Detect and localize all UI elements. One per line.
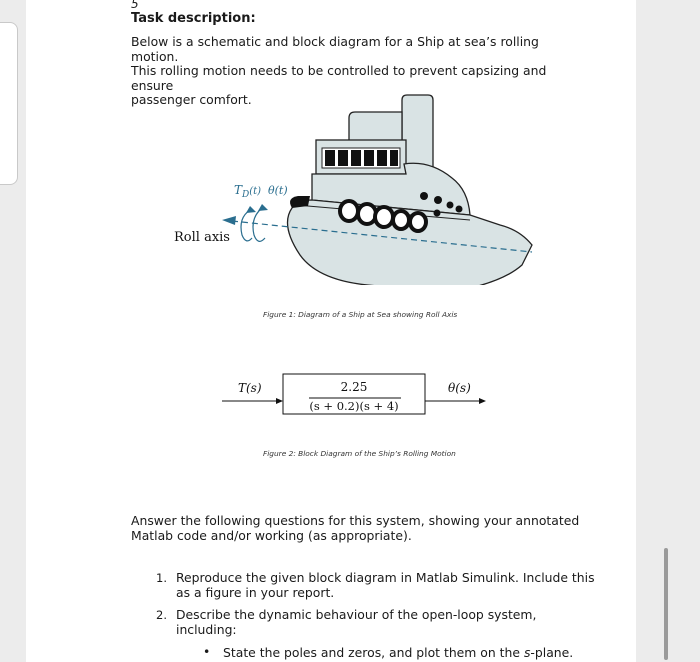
bullet-item [203, 644, 574, 660]
question-item [156, 608, 596, 637]
figure2-caption: Figure 2: Block Diagram of the Ship’s Rolling Motion [263, 449, 456, 458]
torque-arc [241, 210, 252, 241]
torque-arrow-icon [246, 206, 256, 213]
window-strip [322, 148, 400, 168]
question-item [156, 571, 596, 600]
angle-arrow-icon [258, 204, 268, 211]
answer-paragraph [131, 514, 591, 543]
question-number: 1. [156, 571, 167, 585]
hull-shape [288, 200, 533, 285]
tf-denominator: (s + 0.2)(s + 4) [309, 399, 399, 413]
answer-line: Answer the following questions for this system, showing your annotated [131, 513, 580, 528]
ship-diagram [160, 85, 540, 285]
intro-line: passenger comfort. [131, 92, 252, 107]
question-line: Describe the dynamic behaviour of the open-loop system, [176, 607, 537, 622]
block-diagram [214, 365, 494, 425]
side-panel-tab[interactable] [0, 22, 18, 185]
question-list [156, 571, 596, 645]
question-number: 2. [156, 608, 167, 622]
page-number: 5 [131, 0, 139, 11]
question-line: as a figure in your report. [176, 584, 335, 600]
input-arrow-icon [276, 398, 283, 404]
input-label: T(s) [238, 381, 262, 395]
question-line: Reproduce the given block diagram in Matlab Simulink. Include this [176, 570, 595, 585]
angle-label: θ(t) [268, 184, 288, 197]
tf-numerator: 2.25 [340, 380, 368, 394]
roll-axis-label: Roll axis [174, 230, 230, 245]
output-arrow-icon [479, 398, 486, 404]
scrollbar[interactable] [664, 548, 668, 660]
figure1-caption: Figure 1: Diagram of a Ship at Sea showing Roll Axis [263, 310, 458, 319]
task-title: Task description: [131, 11, 256, 26]
intro-line: Below is a schematic and block diagram for a Ship at sea’s rolling motion. [131, 34, 539, 64]
question-line: including: [176, 621, 237, 637]
answer-line: Matlab code and/or working (as appropriate). [131, 527, 412, 543]
bullet-icon: • [203, 644, 211, 659]
intro-line: This rolling motion needs to be controlled to prevent capsizing and ensure [131, 63, 547, 93]
output-label: θ(s) [448, 381, 471, 395]
roll-axis-arrowhead [222, 216, 236, 225]
torque-label: $T_D^{(t)}$ [234, 183, 262, 200]
bullet-text: State the poles and zeros, and plot them on the s-plane. [223, 645, 574, 660]
